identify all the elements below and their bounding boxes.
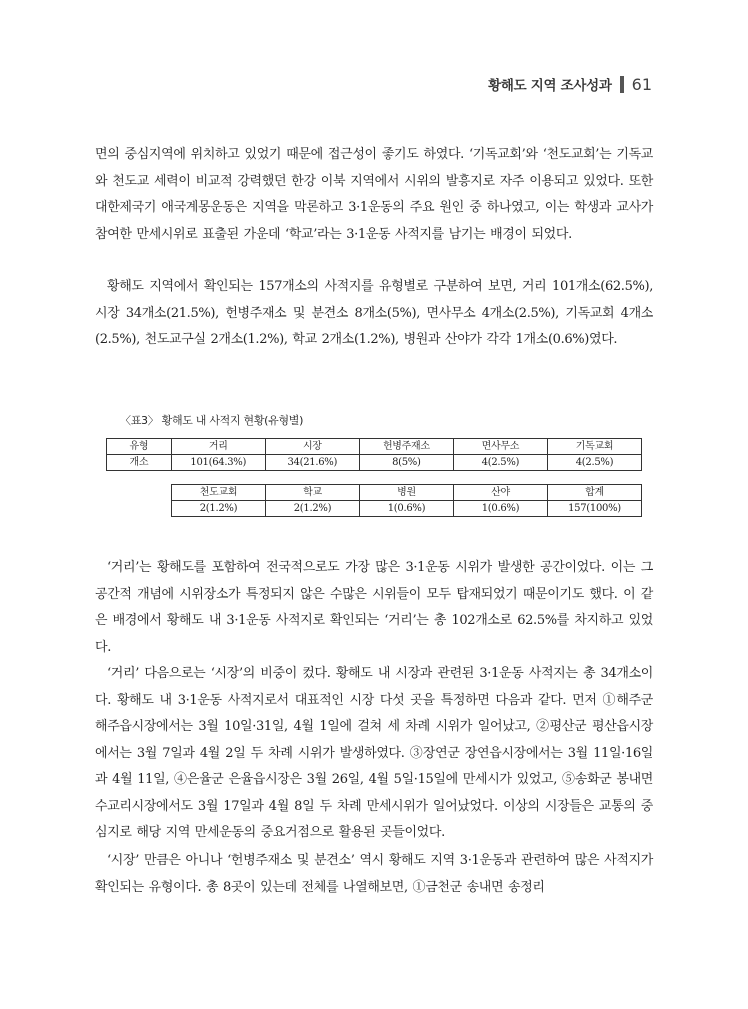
table-header-cell: 산야 (454, 485, 548, 501)
site-type-table-1 (106, 438, 642, 471)
table-header-cell: 병원 (360, 485, 454, 501)
body-paragraph-3: ‘거리’는 황해도를 포함하여 전국적으로도 가장 많은 3·1운동 시위가 발생한 공간이었다. 이는 그 공간적 개념에 시위장소가 특정되지 않은 수많은 시위들이 모두 탑재되었기 때문이기도 했다. 이 같은 배경에서 황해도 내 3·1운동 사적지로 확인되는 ‘거리’는 총 102개소로 62.5%를 차지하고 있었다. (95, 560, 653, 655)
table-caption: 〈표3〉 황해도 내 사적지 현황(유형별) (120, 414, 304, 427)
table-cell: 2(1.2%) (172, 501, 266, 517)
table-cell: 개소 (107, 455, 172, 471)
running-header (488, 74, 652, 94)
table-header-cell: 학교 (266, 485, 360, 501)
table-header-cell: 유형 (107, 439, 172, 455)
table-header-cell: 천도교회 (172, 485, 266, 501)
table-cell: 34(21.6%) (265, 455, 359, 471)
table-cell: 1(0.6%) (360, 501, 454, 517)
table-header-cell: 거리 (171, 439, 265, 455)
table-row (107, 439, 642, 455)
table-cell: 157(100%) (548, 501, 642, 517)
table-cell: 101(64.3%) (171, 455, 265, 471)
table-cell: 4(2.5%) (453, 455, 547, 471)
table-row (172, 501, 642, 517)
table-header-cell: 시장 (265, 439, 359, 455)
body-paragraph-1: 면의 중심지역에 위치하고 있었기 때문에 접근성이 좋기도 하였다. ‘기독교회’와 ‘천도교회’는 기독교와 천도교 세력이 비교적 강력했던 한강 이북 지역에서 시위의 발흥지로 자주 이용되고 있었다. 또한 대한제국기 애국계몽운동은 지역을 막론하고 3·1운동의 주요 원인 중 하나였고, 이는 학생과 교사가 참여한 만세시위로 표출된 가운데 ‘학교’라는 3·1운동 사적지를 남기는 배경이 되었다. (95, 147, 653, 242)
table-header-cell: 기독교회 (547, 439, 641, 455)
body-paragraph-5: ‘시장’ 만큼은 아니나 ‘헌병주재소 및 분견소’ 역시 황해도 지역 3·1운동과 관련하여 많은 사적지가 확인되는 유형이다. 총 8곳이 있는데 전체를 나열해보면, ①금천군 송내면 송정리 (95, 853, 653, 895)
table-cell: 1(0.6%) (454, 501, 548, 517)
table-cell: 8(5%) (359, 455, 453, 471)
table-header-cell: 면사무소 (453, 439, 547, 455)
chapter-title: 황해도 지역 조사성과 (488, 78, 612, 94)
table-row (172, 485, 642, 501)
body-paragraph-4: ‘거리’ 다음으로는 ‘시장’의 비중이 컸다. 황해도 내 시장과 관련된 3·1운동 사적지는 총 34개소이다. 황해도 내 3·1운동 사적지로서 대표적인 시장 다섯 곳을 특정하면 다음과 같다. 먼저 ①해주군 해주읍시장에서는 3월 10일·31일, 4월 1일에 걸쳐 세 차례 시위가 일어났고, ②평산군 평산읍시장에서는 3월 7일과 4월 2일 두 차례 시위가 발생하였다. ③장연군 장연읍시장에서는 3월 11일·16일과 4월 11일, ④은율군 은율읍시장은 3월 26일, 4월 5일·15일에 만세시가 있었고, ⑤송화군 봉내면 수교리시장에서도 3월 17일과 4월 8일 두 차례 만세시위가 일어났었다. 이상의 시장들은 교통의 중심지로 해당 지역 만세운동의 중요거점으로 활용된 곳들이었다. (95, 666, 653, 840)
table-header-cell: 헌병주재소 (359, 439, 453, 455)
table-cell: 4(2.5%) (547, 455, 641, 471)
table-cell: 2(1.2%) (266, 501, 360, 517)
site-type-table-2 (171, 484, 642, 517)
body-paragraph-2: 황해도 지역에서 확인되는 157개소의 사적지를 유형별로 구분하여 보면, 거리 101개소(62.5%), 시장 34개소(21.5%), 헌병주재소 및 분견소 8개소(5%), 면사무소 4개소(2.5%), 기독교회 4개소(2.5%), 천도교구실 2개소(1.2%), 학교 2개소(1.2%), 병원과 산야가 각각 1개소(0.6%)였다. (95, 279, 653, 347)
header-divider-bar (620, 76, 624, 93)
table-row (107, 455, 642, 471)
table-header-cell: 합계 (548, 485, 642, 501)
page-number: 61 (631, 74, 652, 94)
